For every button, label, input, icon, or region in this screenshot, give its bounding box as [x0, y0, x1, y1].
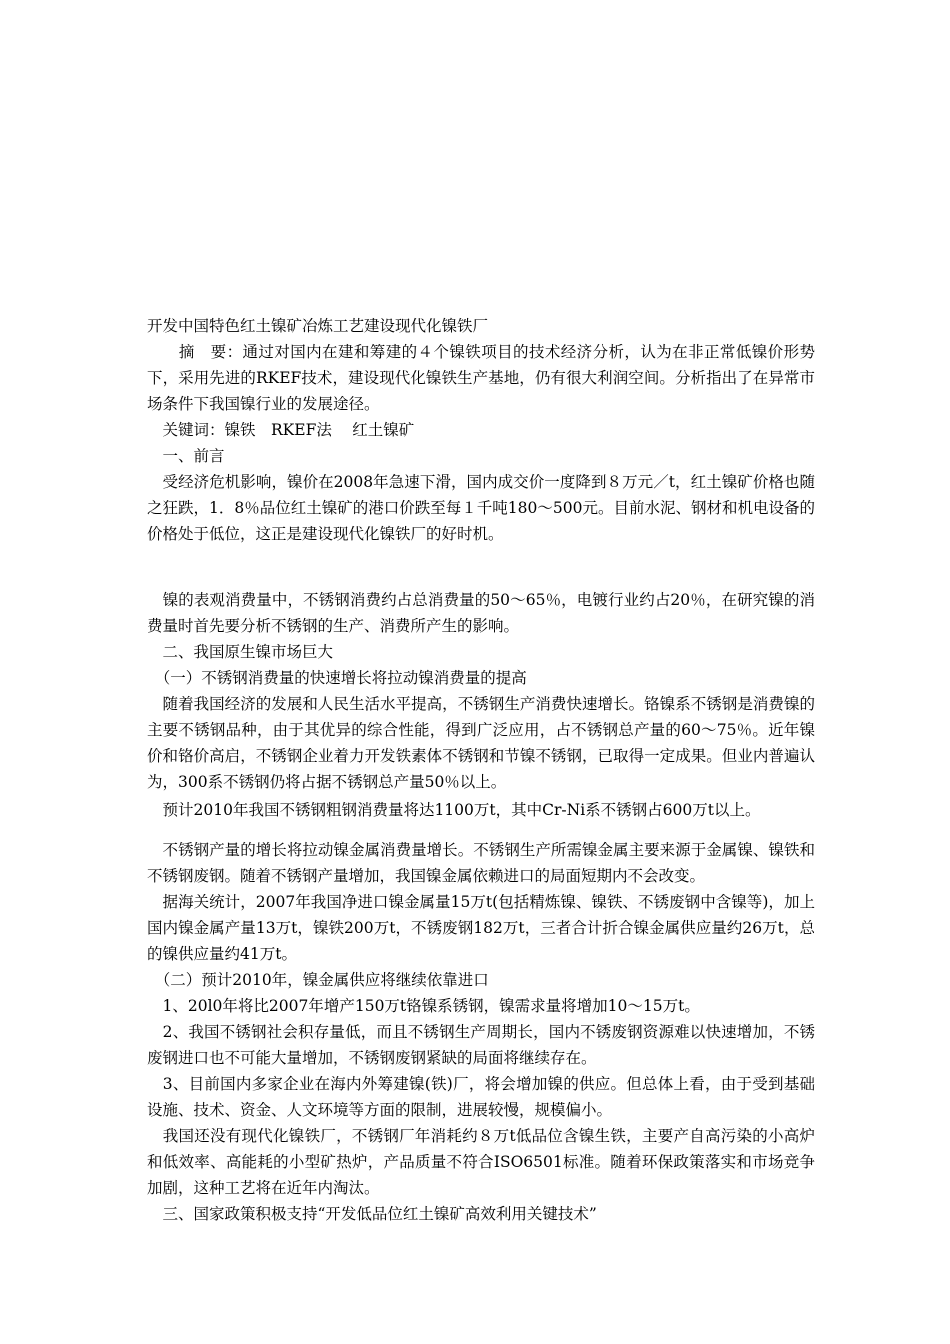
list-item-2: 2、我国不锈钢社会积存量低，而且不锈钢生产周期长，国内不锈废钢资源难以快速增加，不锈废钢进口也不可能大量增加，不锈钢废钢紧缺的局面将继续存在。 — [147, 1023, 815, 1067]
keywords: 关键词：镍铁 RKEF法 红土镍矿 — [147, 421, 415, 439]
document-title: 开发中国特色红土镍矿冶炼工艺建设现代化镍铁厂 — [147, 317, 489, 335]
paragraph-stainless-growth: 随着我国经济的发展和人民生活水平提高，不锈钢生产消费快速增长。铬镍系不锈钢是消费镍的主要不锈钢品种，由于其优异的综合性能，得到广泛应用，占不锈钢总产量的60～75％。近年镍价和铬价高启，不锈钢企业着力开发铁素体不锈钢和节镍不锈钢，已取得一定成果。但业内普遍认为，300系不锈钢仍将占据不锈钢总产量50％以上。 — [147, 695, 815, 791]
paragraph-consumption: 镍的表观消费量中，不锈钢消费约占总消费量的50～65％，电镀行业约占20％，在研究镍的消费量时首先要分析不锈钢的生产、消费所产生的影响。 — [147, 591, 815, 635]
paragraph-intro: 受经济危机影响，镍价在2008年急速下滑，国内成交价一度降到８万元／t，红土镍矿价格也随之狂跌，1．8％品位红土镍矿的港口价跌至每１千吨180～500元。目前水泥、钢材和机电设备的价格处于低位，这正是建设现代化镍铁厂的好时机。 — [147, 473, 815, 543]
paragraph-customs-stats: 据海关统计，2007年我国净进口镍金属量15万t(包括精炼镍、镍铁、不锈废钢中含镍等)，加上国内镍金属产量13万t，镍铁200万t，不锈废钢182万t，三者合计折合镍金属供应量约26万t，总的镍供应量约41万t。 — [147, 893, 815, 963]
subsection-heading-2-1: （一）不锈钢消费量的快速增长将拉动镍消费量的提高 — [147, 669, 527, 687]
abstract: 摘 要：通过对国内在建和筹建的４个镍铁项目的技术经济分析，认为在非正常低镍价形势下，采用先进的RKEF技术，建设现代化镍铁生产基地，仍有很大利润空间。分析指出了在异常市场条件下我国镍行业的发展途径。 — [147, 343, 815, 413]
paragraph-nickel-demand: 不锈钢产量的增长将拉动镍金属消费量增长。不锈钢生产所需镍金属主要来源于金属镍、镍铁和不锈钢废钢。随着不锈钢产量增加，我国镍金属依赖进口的局面短期内不会改变。 — [147, 841, 815, 885]
list-item-3: 3、目前国内多家企业在海内外筹建镍(铁)厂，将会增加镍的供应。但总体上看，由于受到基础设施、技术、资金、人文环境等方面的限制，进展较慢，规模偏小。 — [147, 1075, 815, 1119]
section-heading-2: 二、我国原生镍市场巨大 — [147, 643, 334, 661]
section-heading-3: 三、国家政策积极支持“开发低品位红土镍矿高效利用关键技术” — [147, 1205, 597, 1223]
paragraph-no-modern-plant: 我国还没有现代化镍铁厂，不锈钢厂年消耗约８万t低品位含镍生铁，主要产自高污染的小高炉和低效率、高能耗的小型矿热炉，产品质量不符合ISO6501标准。随着环保政策落实和市场竞争加剧，这种工艺将在近年内淘汰。 — [147, 1127, 815, 1197]
paragraph-forecast: 预计2010年我国不锈钢粗钢消费量将达1100万t，其中Cr-Ni系不锈钢占600万t以上。 — [147, 801, 761, 819]
subsection-heading-2-2: （二）预计2010年，镍金属供应将继续依靠进口 — [147, 971, 489, 989]
list-item-1: 1、20l0年将比2007年增产150万t铬镍系锈钢，镍需求量将增加10～15万t。 — [147, 997, 700, 1015]
section-heading-1: 一、前言 — [147, 447, 225, 465]
